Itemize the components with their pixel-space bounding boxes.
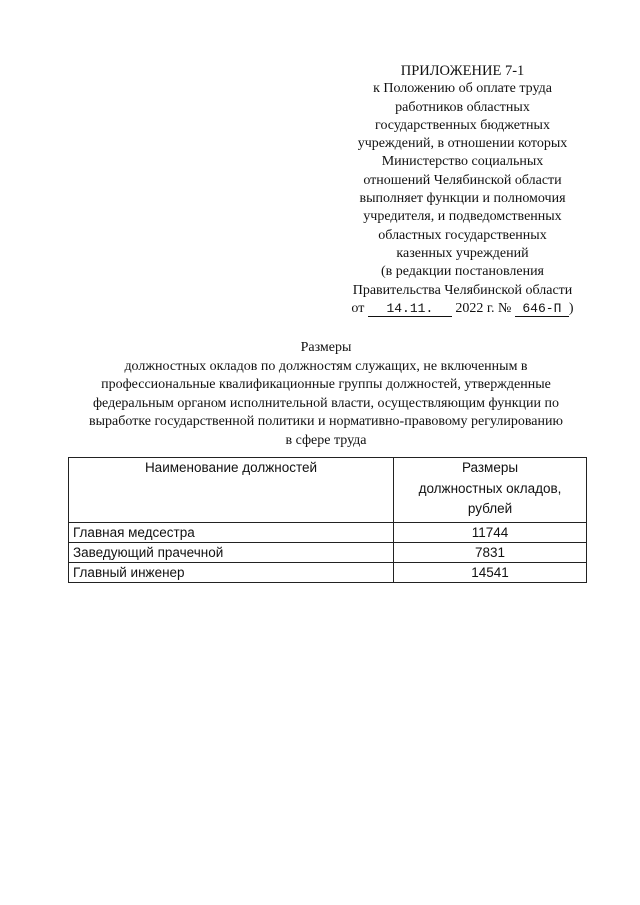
title-line: выработке государственной политики и нормативно-правовому регулированию [89, 414, 563, 429]
appendix-line: Министерство социальных [381, 154, 544, 170]
resolution-number: 646-П [515, 302, 569, 317]
title-line: Размеры [300, 340, 352, 355]
appendix-line: работников областных [395, 99, 530, 115]
header-salary [394, 458, 587, 523]
resolution-date: 14.11. [368, 302, 452, 317]
title-line: должностных окладов по должностям служащих, не включенным в [124, 358, 528, 374]
title-line: в сфере труда [285, 432, 367, 448]
salary-table [68, 457, 587, 583]
position-name: Главный инженер [69, 562, 394, 582]
table-header-row [69, 458, 587, 523]
appendix-line: областных государственных [378, 227, 547, 243]
salary-value: 7831 [394, 542, 587, 562]
appendix-line: Правительства Челябинской области [352, 282, 573, 298]
title-line: профессиональные квалификационные группы должностей, утвержденные [101, 377, 551, 392]
appendix-line: учреждений, в отношении которых [357, 136, 568, 152]
resolution-date-line [335, 300, 590, 318]
table-row [69, 562, 587, 582]
title-line: федеральным органом исполнительной власти, осуществляющим функции по [92, 395, 560, 411]
appendix-line: государственных бюджетных [375, 117, 550, 133]
date-prefix: от [351, 300, 365, 316]
header-salary-line: рублей [467, 501, 513, 516]
salary-value: 11744 [394, 522, 587, 542]
appendix-line: учредителя, и подведомственных [363, 209, 562, 225]
appendix-block [335, 62, 590, 318]
position-name: Заведующий прачечной [69, 542, 394, 562]
appendix-line: (в редакции постановления [380, 264, 545, 280]
appendix-heading: ПРИЛОЖЕНИЕ 7-1 [400, 63, 525, 79]
document-title [60, 339, 592, 450]
salary-value: 14541 [394, 562, 587, 582]
header-position-name: Наименование должностей [69, 458, 394, 523]
appendix-line: выполняет функции и полномочия [359, 191, 566, 207]
table-row [69, 522, 587, 542]
position-name: Главная медсестра [69, 522, 394, 542]
table-row [69, 542, 587, 562]
year-text: 2022 г. № [455, 300, 512, 316]
header-salary-line: Размеры [461, 460, 519, 475]
closing-paren: ) [568, 300, 574, 316]
appendix-line: к Положению об оплате труда [373, 81, 552, 97]
appendix-line: казенных учреждений [396, 245, 529, 261]
appendix-line: отношений Челябинской области [363, 172, 562, 188]
header-salary-line: должностных окладов, [418, 480, 562, 496]
